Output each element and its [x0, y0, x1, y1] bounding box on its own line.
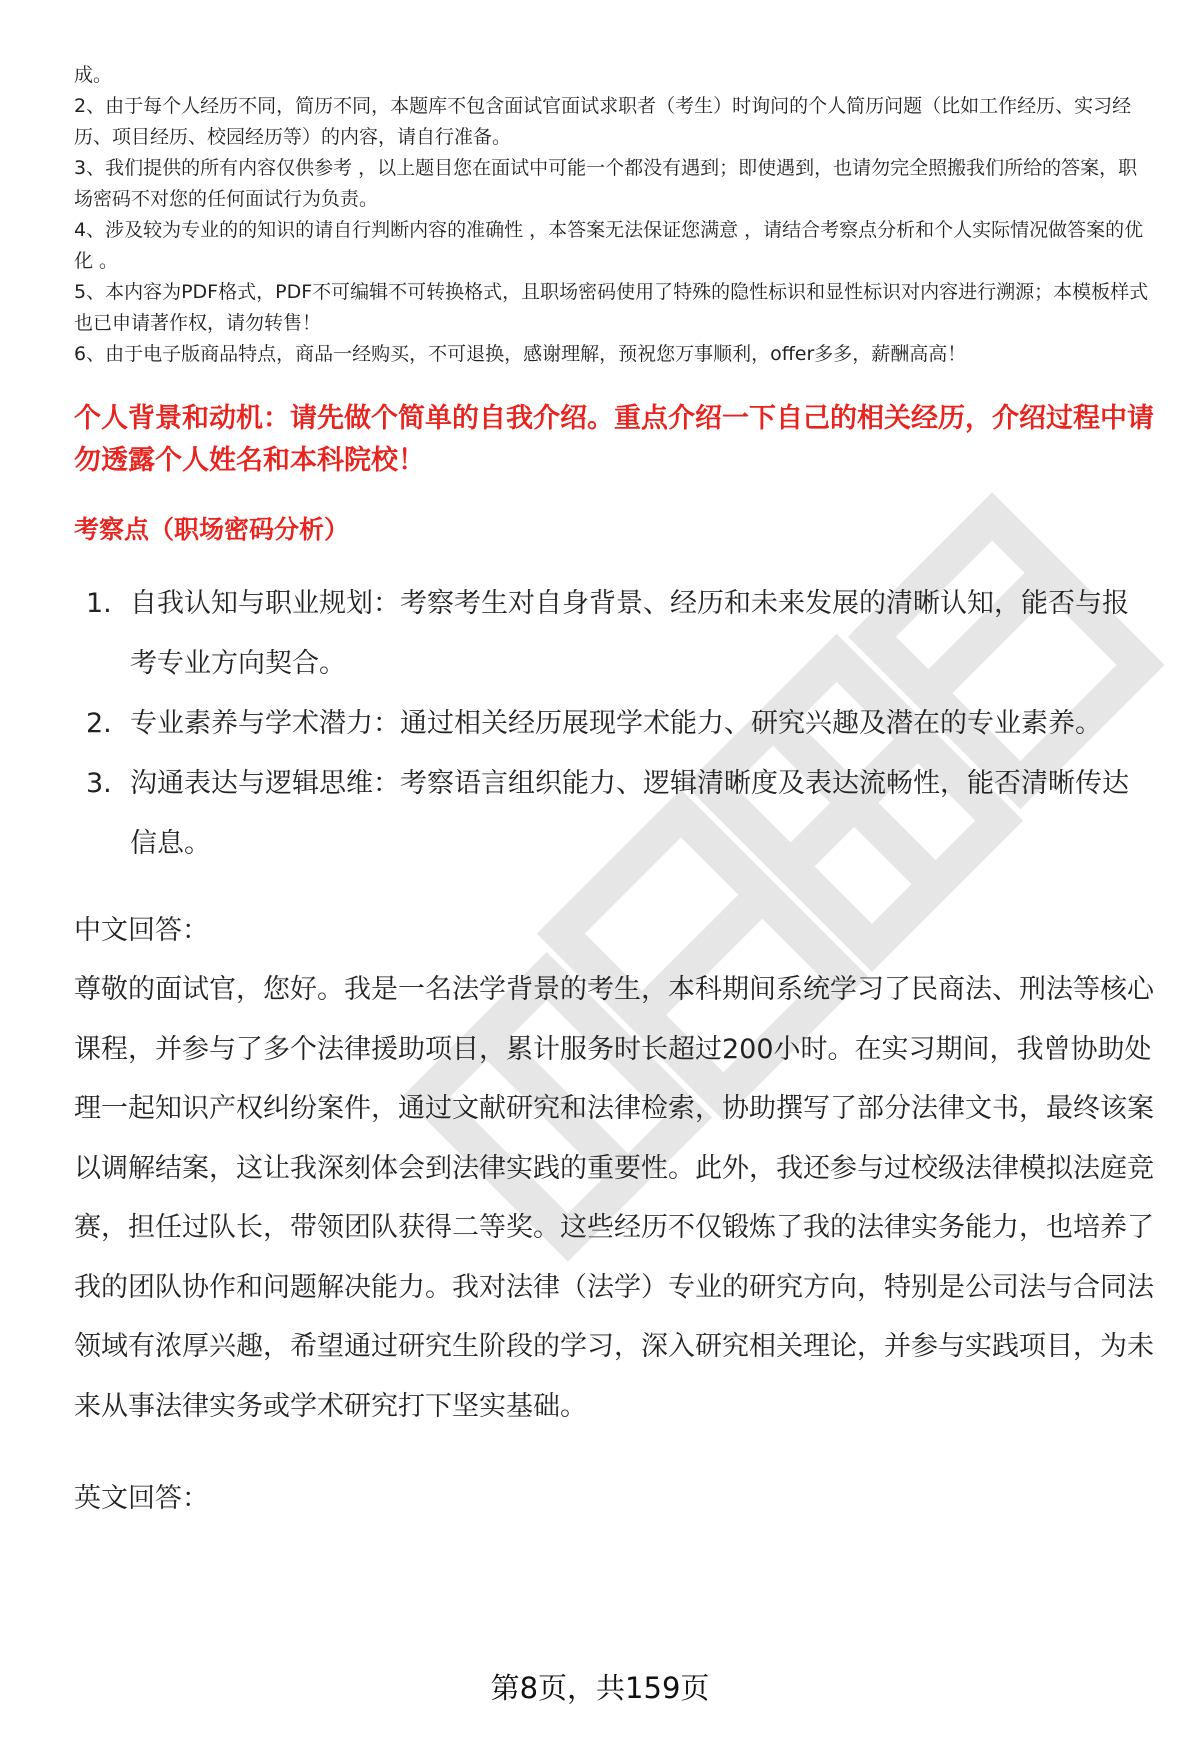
- content-area: [74, 60, 1154, 1528]
- english-answer-label: 英文回答：: [74, 1483, 209, 1514]
- exam-point-number: 3.: [86, 768, 112, 799]
- note-item: 2、由于每个人经历不同，简历不同，本题库不包含面试官面试求职者（考生）时询问的个人简历问题（比如工作经历、实习经历、项目经历、校园经历等）的内容，请自行准备。: [74, 95, 1132, 148]
- note-item: 成。: [74, 64, 113, 86]
- exam-points-list: [74, 574, 1154, 874]
- chinese-answer-text: 尊敬的面试官，您好。我是一名法学背景的考生，本科期间系统学习了民商法、刑法等核心课程，并参与了多个法律援助项目，累计服务时长超过200小时。在实习期间，我曾协助处理一起知识产权纠纷案件，通过文献研究和法律检索，协助撰写了部分法律文书，最终该案以调解结案，这让我深刻体会到法律实践的重要性。此外，我还参与过校级法律模拟法庭竞赛，担任过队长，带领团队获得二等奖。这些经历不仅锻炼了我的法律实务能力，也培养了我的团队协作和问题解决能力。我对法律（法学）专业的研究方向，特别是公司法与合同法领域有浓厚兴趣，希望通过研究生阶段的学习，深入研究相关理论，并参与实践项目，为未来从事法律实务或学术研究打下坚实基础。: [74, 974, 1154, 1422]
- note-item: 6、由于电子版商品特点，商品一经购买，不可退换，感谢理解，预祝您万事顺利，offer多多，薪酬高高！: [74, 343, 967, 365]
- note-item: 4、涉及较为专业的的知识的请自行判断内容的准确性 ，本答案无法保证您满意 ，请结合考察点分析和个人实际情况做答案的优化 。: [74, 219, 1144, 272]
- question-heading: 个人背景和动机：请先做个简单的自我介绍。重点介绍一下自己的相关经历，介绍过程中请勿透露个人姓名和本科院校！: [74, 403, 1154, 476]
- exam-point-text: 自我认知与职业规划：考察考生对自身背景、经历和未来发展的清晰认知，能否与报考专业方向契合。: [130, 588, 1129, 679]
- exam-point-number: 1.: [86, 588, 112, 619]
- exam-point-item: [74, 754, 1154, 874]
- exam-point-text: 专业素养与学术潜力：通过相关经历展现学术能力、研究兴趣及潜在的专业素养。: [130, 708, 1102, 739]
- exam-point-text: 沟通表达与逻辑思维：考察语言组织能力、逻辑清晰度及表达流畅性，能否清晰传达信息。: [130, 768, 1129, 859]
- exam-point-item: [74, 574, 1154, 694]
- chinese-answer-label: 中文回答：: [74, 915, 209, 946]
- note-item: 5、本内容为PDF格式，PDF不可编辑不可转换格式，且职场密码使用了特殊的隐性标识和显性标识对内容进行溯源；本模板样式也已申请著作权，请勿转售！: [74, 281, 1149, 334]
- disclaimer-notes: [74, 60, 1154, 370]
- exam-point-item: [74, 694, 1154, 754]
- page-footer: 第8页，共159页: [490, 1671, 710, 1705]
- exam-point-number: 2.: [86, 708, 112, 739]
- note-item: 3、我们提供的所有内容仅供参考 ，以上题目您在面试中可能一个都没有遇到；即使遇到，也请勿完全照搬我们所给的答案，职场密码不对您的任何面试行为负责。: [74, 157, 1138, 210]
- exam-points-title: 考察点（职场密码分析）: [74, 515, 350, 544]
